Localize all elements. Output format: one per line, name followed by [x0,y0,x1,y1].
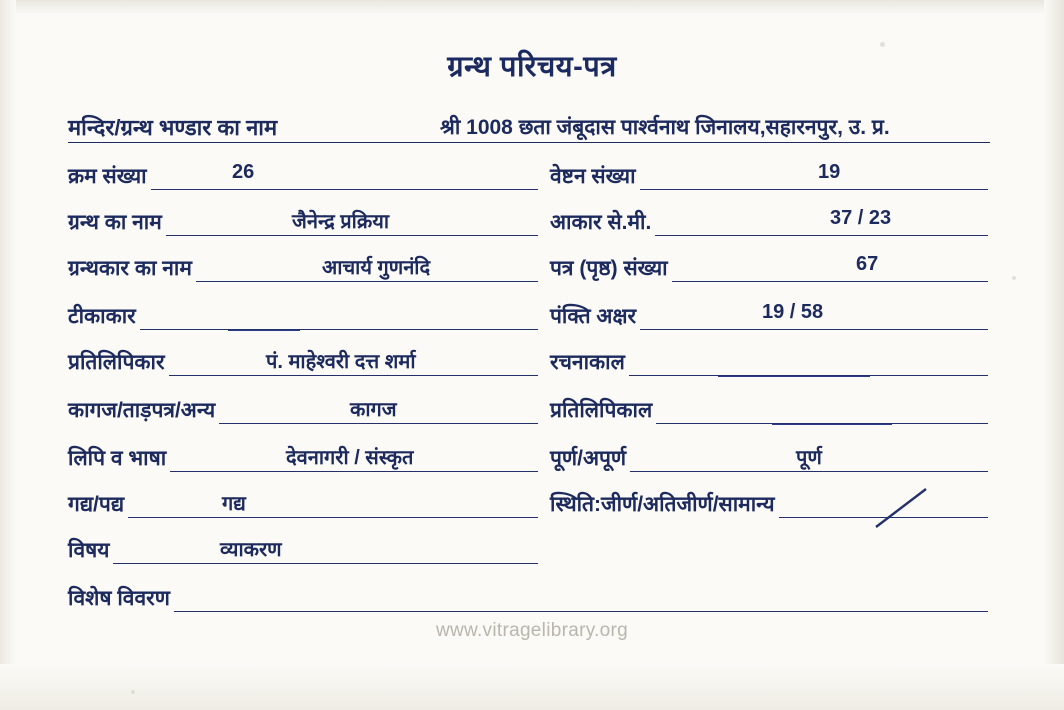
field-value: 67 [850,253,884,276]
field-row-patra-sankhya [550,252,1010,296]
field-label: आकार से.मी. [550,208,655,236]
field-value: 19 [812,161,846,184]
paper-edge-top [0,0,1064,14]
field-value: पूर्ण [790,443,828,470]
field-label: स्थिति:जीर्ण/अतिजीर्ण/सामान्य [550,490,779,518]
field-value: जैनेन्द्र प्रक्रिया [286,207,395,234]
field-row-veshtan-sankhya [550,160,1010,204]
field-label: रचनाकाल [550,348,629,376]
field-label: ग्रन्थ का नाम [68,208,166,236]
paper-speck [131,690,135,694]
field-underline [68,563,538,564]
field-value: व्याकरण [214,535,288,562]
field-row-granthkar-naam [68,252,538,296]
field-underline [68,611,988,612]
field-label: टीकाकार [68,302,140,330]
field-row-krama-sankhya [68,160,538,204]
temple-name-label: मन्दिर/ग्रन्थ भण्डार का नाम [68,115,278,140]
field-row-vishay [68,534,538,578]
field-row-sthiti [550,488,1010,532]
paper-edge-left [0,0,16,710]
field-label: प्रतिलिपिकार [68,348,169,376]
field-row-purna-apurna [550,442,1010,486]
field-label: लिपि व भाषा [68,444,170,472]
field-label: पत्र (पृष्ठ) संख्या [550,254,672,282]
field-label: पंक्ति अक्षर [550,302,640,330]
field-value: गद्य [216,489,252,516]
field-value: पं. माहेश्वरी दत्त शर्मा [260,347,422,374]
paper-edge-bottom [0,664,1064,710]
field-underline [68,142,990,143]
field-value: 37 / 23 [824,207,897,230]
field-row-lipi-bhasha [68,442,538,486]
field-row-aakar-cm [550,206,1010,250]
field-value: देवनागरी / संस्कृत [280,443,419,470]
field-value: कागज [344,395,403,422]
field-row-kagaj-tadpatra [68,394,538,438]
watermark-text: www.vitragelibrary.org [435,620,629,641]
field-underline [68,517,538,518]
field-row-gadya-padya [68,488,538,532]
temple-name-row [68,112,1008,144]
field-label: प्रतिलिपिकाल [550,396,656,424]
field-label: गद्य/पद्य [68,490,128,518]
field-label: विषय [68,536,113,564]
field-label: विशेष विवरण [68,584,174,612]
field-value: 19 / 58 [756,301,829,324]
field-row-pankti-akshar [550,300,1010,344]
field-label: पूर्ण/अपूर्ण [550,444,630,472]
strikethrough-mark [872,487,932,531]
page-title: ग्रन्थ परिचय-पत्र [447,51,617,83]
paper-speck [1012,276,1016,280]
field-value: आचार्य गुणनंदि [316,253,436,280]
field-row-granth-naam [68,206,538,250]
field-label: क्रम संख्या [68,162,151,190]
field-value: 26 [226,161,260,184]
paper-edge-right [1044,0,1064,710]
field-label: वेष्टन संख्या [550,162,640,190]
field-row-pratilipikal [550,394,1010,438]
temple-name-value: श्री 1008 छता जंबूदास पार्श्वनाथ जिनालय,सहारनपुर, उ. प्र. [440,116,890,139]
field-row-tikakar [68,300,538,344]
field-label: ग्रन्थकार का नाम [68,254,196,282]
field-row-rachnakal [550,346,1010,390]
field-label: कागज/ताड़पत्र/अन्य [68,396,219,424]
field-row-pratilipikar [68,346,538,390]
